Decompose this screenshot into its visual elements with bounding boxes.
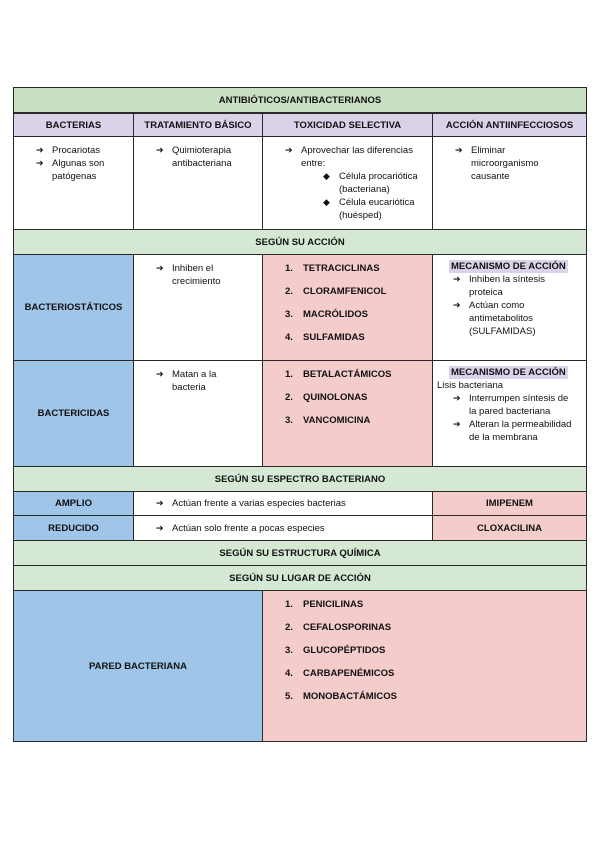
list-item: ➔ Procariotas: [34, 144, 129, 157]
list-item: 3. MACRÓLIDOS: [285, 309, 368, 320]
column-header-label: BACTERIAS: [45, 119, 102, 131]
list-item: 3. VANCOMICINA: [285, 415, 371, 426]
section-header-lugar: [13, 565, 587, 591]
row-label: REDUCIDO: [48, 522, 99, 534]
bacteriostaticos-mech-cell: [432, 254, 587, 361]
pared-drugs-cell: [262, 590, 587, 742]
list-item: 2. CEFALOSPORINAS: [285, 622, 392, 633]
intro-tratamiento-cell: [133, 136, 263, 230]
bacteriostaticos-label-cell: [13, 254, 134, 361]
tratamiento-list: [154, 144, 258, 170]
bactericidas-drug-list: [285, 368, 428, 427]
bacteriostaticos-desc-cell: [133, 254, 263, 361]
intro-accion-cell: [432, 136, 587, 230]
column-header-tratamiento: [133, 113, 263, 137]
column-header-label: TRATAMIENTO BÁSICO: [144, 119, 252, 131]
amplio-desc-list: [154, 497, 428, 510]
reducido-desc-list: [154, 522, 428, 535]
list-item: 1. PENICILINAS: [285, 599, 364, 610]
list-item: ➔ Alteran la permeabilidad de la membrana: [451, 418, 575, 444]
column-header-toxicidad: [262, 113, 433, 137]
mechanism-title: MECANISMO DE ACCIÓN: [451, 261, 566, 272]
mechanism-intro: Lisis bacteriana: [437, 380, 504, 391]
bactericidas-desc-list: [154, 368, 236, 394]
list-item: 3. GLUCOPÉPTIDOS: [285, 645, 386, 656]
reducido-label-cell: [13, 515, 134, 541]
list-item: ➔ Aprovechar las diferencias entre:: [283, 144, 428, 170]
section-header-label: SEGÚN SU ACCIÓN: [255, 236, 345, 248]
bactericidas-label-cell: [13, 360, 134, 467]
list-item: 4. SULFAMIDAS: [285, 332, 365, 343]
accion-list: [453, 144, 548, 183]
bacteriostaticos-drug-list: [285, 262, 428, 344]
column-header-label: TOXICIDAD SELECTIVA: [293, 119, 402, 131]
pared-label-cell: [13, 590, 263, 742]
amplio-desc-cell: [133, 491, 433, 516]
bacteriostaticos-mech-list: [451, 273, 561, 338]
amplio-label-cell: [13, 491, 134, 516]
row-label: PARED BACTERIANA: [89, 660, 187, 672]
list-item: ➔ Eliminar microorganismo causante: [453, 144, 548, 183]
list-item: ➔ Algunas son patógenas: [34, 157, 129, 183]
intro-bacterias-cell: [13, 136, 134, 230]
list-item: ➔ Matan a la bacteria: [154, 368, 236, 394]
bactericidas-mech-cell: [432, 360, 587, 467]
row-label: BACTERICIDAS: [37, 408, 110, 419]
drug-name: CLOXACILINA: [477, 522, 542, 534]
mechanism-title: MECANISMO DE ACCIÓN: [451, 367, 566, 378]
list-item: ➔ Interrumpen síntesis de la pared bacteriana: [451, 392, 575, 418]
amplio-drug-cell: [432, 491, 587, 516]
list-item: 4. CARBAPENÉMICOS: [285, 668, 395, 679]
column-header-accion: [432, 113, 587, 137]
section-header-estructura: [13, 540, 587, 566]
list-item: ➔ Inhiben el crecimiento: [154, 262, 236, 288]
list-item: ◆ Célula eucariótica (huésped): [321, 196, 421, 222]
list-item: ➔ Quimioterapia antibacteriana: [154, 144, 258, 170]
bacterias-list: [34, 144, 129, 183]
pared-drug-list: [285, 598, 582, 703]
bactericidas-desc-cell: [133, 360, 263, 467]
section-header-label: SEGÚN SU LUGAR DE ACCIÓN: [229, 572, 371, 584]
row-label: BACTERIOSTÁTICOS: [24, 302, 123, 313]
toxicidad-sublist: [321, 170, 421, 222]
table-title-text: ANTIBIÓTICOS/ANTIBACTERIANOS: [218, 94, 382, 106]
list-item: ➔ Actúan como antimetabolitos (SULFAMIDAS): [451, 299, 561, 338]
section-header-espectro: [13, 466, 587, 492]
table-title: [13, 87, 587, 113]
column-header-bacterias: [13, 113, 134, 137]
bactericidas-drugs-cell: [262, 360, 433, 467]
list-item: 1. TETRACICLINAS: [285, 263, 380, 274]
list-item: ➔ Actúan frente a varias especies bacterias: [154, 497, 428, 510]
section-header-accion: [13, 229, 587, 255]
toxicidad-list: [283, 144, 428, 170]
list-item: ➔ Inhiben la síntesis proteica: [451, 273, 561, 299]
bactericidas-mech-list: [451, 392, 575, 444]
bacteriostaticos-drugs-cell: [262, 254, 433, 361]
section-header-label: SEGÚN SU ESPECTRO BACTERIANO: [214, 473, 386, 485]
bacteriostaticos-desc-list: [154, 262, 236, 288]
list-item: 1. BETALACTÁMICOS: [285, 369, 392, 380]
drug-name: IMIPENEM: [486, 498, 533, 509]
section-header-label: SEGÚN SU ESTRUCTURA QUÍMICA: [219, 547, 381, 559]
list-item: 2. QUINOLONAS: [285, 392, 368, 403]
reducido-drug-cell: [432, 515, 587, 541]
list-item: ◆ Célula procariótica (bacteriana): [321, 170, 421, 196]
list-item: ➔ Actúan solo frente a pocas especies: [154, 522, 428, 535]
list-item: 2. CLORAMFENICOL: [285, 286, 387, 297]
reducido-desc-cell: [133, 515, 433, 541]
row-label: AMPLIO: [55, 498, 92, 509]
intro-toxicidad-cell: [262, 136, 433, 230]
list-item: 5. MONOBACTÁMICOS: [285, 691, 397, 702]
column-header-label: ACCIÓN ANTIINFECCIOSOS: [445, 119, 574, 131]
